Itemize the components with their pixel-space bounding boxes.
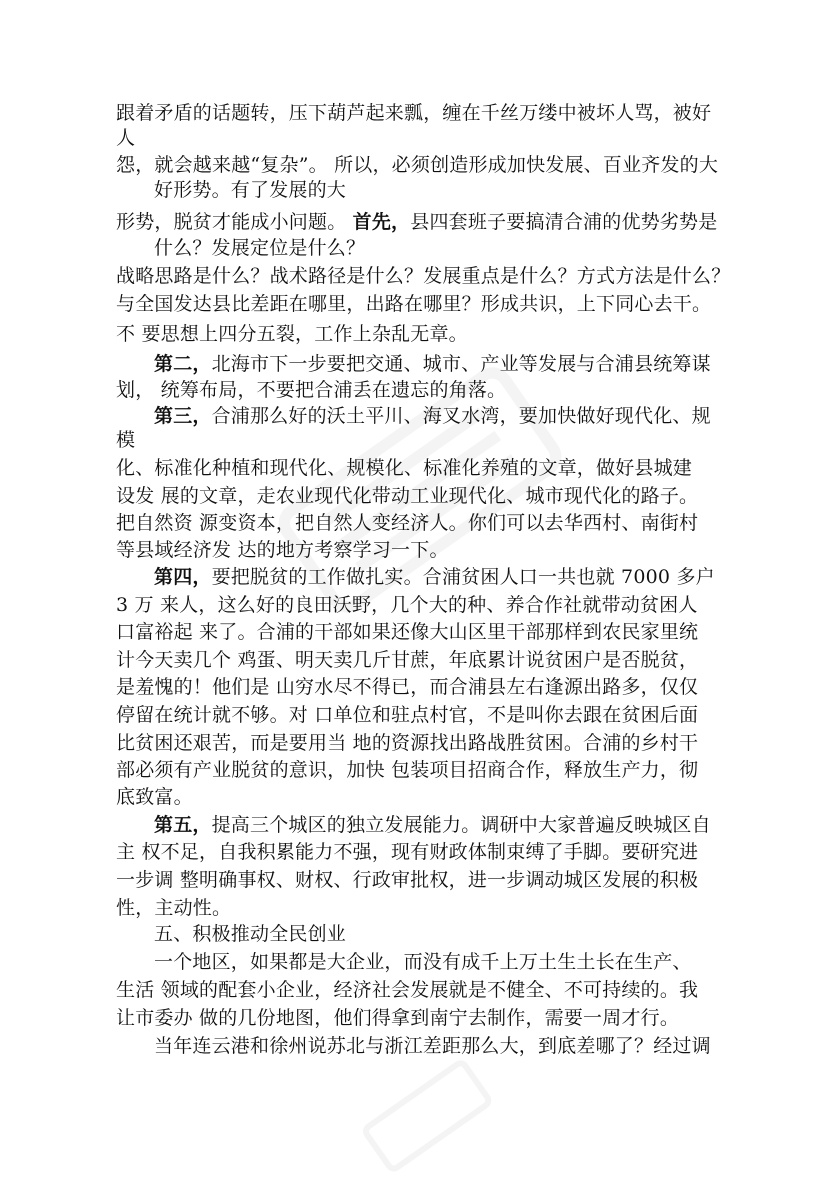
text-line: 让市委办 做的几份地图，他们得拿到南宁去制作，需要一周才行。 xyxy=(116,1007,680,1029)
text-line: 是羞愧的！他们是 山穷水尽不得已，而合浦县左右逢源出路多，仅仅 xyxy=(116,676,699,698)
text-line: 划， 统筹布局，不要把合浦丢在遗忘的角落。 xyxy=(116,379,507,401)
text-line: 跟着矛盾的话题转，压下葫芦起来瓢，缠在千丝万缕中被坏人骂，被好 xyxy=(116,102,712,124)
text-line xyxy=(116,210,717,234)
bold-heading-second: 第二， xyxy=(154,353,212,375)
text-line: 把自然资 源变资本，把自然人变经济人。你们可以去华西村、南街村 xyxy=(116,512,699,534)
watermark-mark-graphic xyxy=(330,1060,530,1180)
text-line: 停留在统计就不够。对 口单位和驻点村官，不是叫你去跟在贫困后面 xyxy=(116,704,699,726)
text-line xyxy=(154,352,711,376)
text-run: 形势，脱贫才能成小问题。 xyxy=(116,211,353,233)
text-line: 与全国发达县比差距在哪里，出路在哪里？形成共识，上下同心去干。 xyxy=(116,293,712,315)
text-line: 一步调 整明确事权、财权、行政审批权，进一步调动城区发展的积极 xyxy=(116,869,699,891)
text-run: 北海市下一步要把交通、城市、产业等发展与合浦县统筹谋 xyxy=(211,353,711,375)
text-line: 战略思路是什么？战术路径是什么？发展重点是什么？方式方法是什么？ xyxy=(116,265,731,287)
text-line: 好形势。有了发展的大 xyxy=(154,179,347,201)
text-line: 一个地区，如果都是大企业，而没有成千上万土生土长在生产、 xyxy=(154,951,692,973)
text-line: 设发 展的文章，走农业现代化带动工业现代化、城市现代化的路子。 xyxy=(116,485,699,507)
text-line: 模 xyxy=(116,429,136,451)
text-line: 化、标准化种植和现代化、规模化、标准化养殖的文章，做好县城建 xyxy=(116,457,693,479)
text-line xyxy=(154,404,711,428)
text-run: 合浦那么好的沃土平川、海叉水湾，要加快做好现代化、规 xyxy=(211,405,711,427)
bold-heading-fifth: 第五， xyxy=(154,814,212,836)
text-line: 底致富。 xyxy=(116,786,193,808)
text-line: 部必须有产业脱贫的意识，加快 包装项目招商合作，释放生产力，彻 xyxy=(116,759,699,781)
bold-heading-first: 首先， xyxy=(352,211,411,233)
text-line: 生活 领域的配套小企业，经济社会发展就是不健全、不可持续的。我 xyxy=(116,979,699,1001)
text-line: 人 xyxy=(116,127,136,149)
text-line: 比贫困还艰苦，而是要用当 地的资源找出路战胜贫困。合浦的乡村干 xyxy=(116,732,699,754)
text-run: 要把脱贫的工作做扎实。合浦贫困人口一共也就 7000 多户 xyxy=(211,566,715,588)
section-heading: 五、积极推动全民创业 xyxy=(154,923,347,945)
bold-heading-fourth: 第四， xyxy=(154,566,212,588)
text-run: 提高三个城区的独立发展能力。调研中大家普遍反映城区自 xyxy=(211,814,711,836)
text-line xyxy=(154,813,711,837)
text-line: 当年连云港和徐州说苏北与浙江差距那么大，到底差哪了？经过调 xyxy=(154,1035,711,1057)
text-line: 计今天卖几个 鸡蛋、明天卖几斤甘蔗，年底累计说贫困户是否脱贫， xyxy=(116,649,699,671)
text-line: 怨，就会越来越“复杂”。 所以，必须创造形成加快发展、百业齐发的大 xyxy=(116,154,719,176)
text-line: 主 权不足，自我积累能力不强，现有财政体制束缚了手脚。要研究进 xyxy=(116,841,699,863)
text-line: 等县域经济发 达的地方考察学习一下。 xyxy=(116,539,449,561)
text-line: 3 万 来人，这么好的良田沃野，几个大的种、养合作社就带动贫困人 xyxy=(116,594,698,616)
text-line: 不 要思想上四分五裂，工作上杂乱无章。 xyxy=(116,323,468,345)
bold-heading-third: 第三， xyxy=(154,405,212,427)
text-line: 性，主动性。 xyxy=(116,897,232,919)
text-run: 县四套班子要搞清合浦的优势劣势是 xyxy=(410,211,718,233)
text-line xyxy=(154,565,715,589)
text-line: 口富裕起 来了。合浦的干部如果还像大山区里干部那样到农民家里统 xyxy=(116,621,699,643)
text-line: 什么？发展定位是什么？ xyxy=(154,237,366,259)
